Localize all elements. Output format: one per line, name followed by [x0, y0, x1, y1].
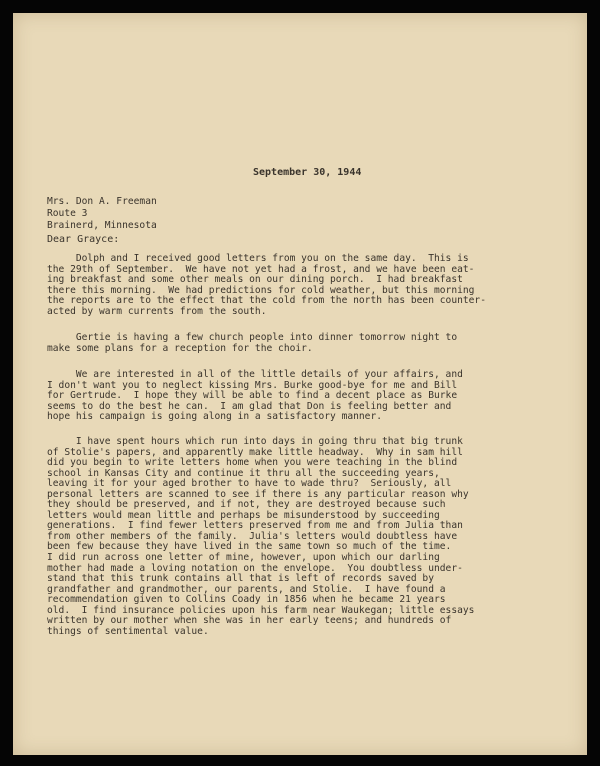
text-line: for Gertrude. I hope they will be able to find a decent place as Burke	[47, 390, 458, 402]
text-line: did you begin to write letters home when you were teaching in the blind	[47, 457, 458, 469]
text-line: personal letters are scanned to see if there is any particular reason why	[47, 488, 469, 500]
text-line: Dolph and I received good letters from you on the same day. This is	[47, 253, 469, 264]
recipient-city: Brainerd, Minnesota	[47, 220, 157, 231]
text-line: We are interested in all of the little details of your affairs, and	[47, 369, 463, 380]
text-line: make some plans for a reception for the choir.	[47, 342, 313, 354]
text-line: mother had made a loving notation on the envelope. You doubtless under-	[47, 562, 463, 574]
text-line: there this morning. We had predictions for cold weather, but this morning	[47, 284, 475, 296]
letter-date: September 30, 1944	[253, 167, 362, 178]
text-line: I did run across one letter of mine, however, upon which our darling	[47, 552, 440, 564]
recipient-route: Route 3	[47, 208, 88, 219]
text-line: old. I find insurance policies upon his farm near Waukegan; little essays	[47, 604, 475, 616]
text-line: leaving it for your aged brother to have to wade thru? Seriously, all	[47, 478, 452, 490]
text-line: from other members of the family. Julia's letters would doubtless have	[47, 530, 458, 542]
paragraph-2	[47, 333, 567, 354]
text-line: been few because they have lived in the same town so much of the time.	[47, 541, 452, 553]
text-line: Gertie is having a few church people into dinner tomorrow night to	[47, 332, 458, 343]
text-line: grandfather and grandmother, our parents, and Stolie. I have found a	[47, 583, 446, 595]
text-line: seems to do the best he can. I am glad that Don is feeling better and	[47, 400, 452, 412]
text-line: the reports are to the effect that the cold from the north has been counter-	[47, 295, 486, 307]
text-line: the 29th of September. We have not yet had a frost, and we have been eat-	[47, 263, 475, 275]
text-line: acted by warm currents from the south.	[47, 305, 267, 317]
text-line: they should be preserved, and if not, they are destroyed because such	[47, 499, 446, 511]
text-line: hope his campaign is going along in a satisfactory manner.	[47, 411, 383, 423]
text-line: of Stolie's papers, and apparently make little headway. Why in sam hill	[47, 446, 463, 458]
text-line: letters would mean little and perhaps be misunderstood by succeeding	[47, 509, 440, 521]
text-line: I don't want you to neglect kissing Mrs. Burke good-bye for me and Bill	[47, 379, 458, 391]
text-line: things of sentimental value.	[47, 625, 209, 637]
text-line: stand that this trunk contains all that is left of records saved by	[47, 573, 434, 585]
text-line: generations. I find fewer letters preserved from me and from Julia than	[47, 520, 463, 532]
text-line: school in Kansas City and continue it thru all the succeeding years,	[47, 467, 440, 479]
letter-page	[13, 13, 587, 755]
recipient-name: Mrs. Don A. Freeman	[47, 196, 157, 207]
paragraph-4	[47, 437, 567, 637]
text-line: ing breakfast and some other meals on our dining porch. I had breakfast	[47, 274, 463, 286]
text-line: written by our mother when she was in her early teens; and hundreds of	[47, 615, 452, 627]
salutation: Dear Grayce:	[47, 234, 120, 245]
paragraph-3	[47, 370, 567, 423]
paragraph-1	[47, 254, 567, 317]
text-line: I have spent hours which run into days in going thru that big trunk	[47, 436, 463, 447]
text-line: recommendation given to Collins Coady in 1856 when he became 21 years	[47, 594, 446, 606]
